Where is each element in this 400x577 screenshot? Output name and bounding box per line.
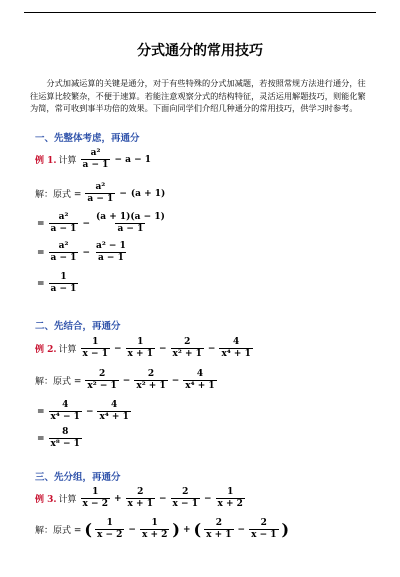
solution-label: 解：原式 = — [35, 526, 82, 536]
example-label: 例 1. — [35, 156, 57, 166]
example-label: 例 3. — [35, 495, 57, 505]
example-1-answer: = $\frac{1}{a - 1}$ — [37, 272, 77, 294]
calc-label: 计算 — [58, 156, 77, 166]
example-3-step-1: 解：原式 = ( $\frac{1}{x - 2}$ − $\frac{1}{x + 2}$ ) + ( $\frac{2}{x + 1}$ − $\frac{2}{x - 1}$ ) — [35, 518, 290, 540]
example-2-step-1: 解：原式 = $\frac{2}{\text{x² − 1}}$ − $\frac{2}{\text{x² + 1}}$ − $\frac{4}{\text{x⁴ + 1}}$ — [35, 369, 215, 391]
fraction: $\frac{1}{x - 2}$ — [96, 518, 123, 540]
example-3-problem: 例 3. 计算 $\frac{1}{x - 2}$ + $\frac{2}{x + 1}$ − $\frac{2}{x - 1}$ − $\frac{1}{x + 2}$ — [35, 487, 243, 509]
fraction: $\frac{2}{x + 1}$ — [127, 487, 153, 509]
section-heading-1: 一、先整体考虑，再通分 — [35, 133, 140, 144]
fraction: $\frac{1}{x + 2}$ — [141, 518, 168, 540]
calc-label: 计算 — [58, 495, 77, 505]
fraction: $\frac{\text{a² − 1}}{a - 1}$ — [96, 241, 126, 263]
fraction: $\frac{4}{\text{x⁴ − 1}}$ — [50, 400, 80, 422]
example-label: 例 2. — [35, 345, 57, 355]
section-heading-3: 三、先分组，再通分 — [35, 472, 121, 483]
fraction: $\frac{2}{\text{x² − 1}}$ — [87, 369, 117, 391]
example-1-step-1: 解：原式 = $\frac{\text{a²}}{a - 1}$ − (a + 1) — [35, 182, 166, 204]
fraction: $\frac{8}{\text{x⁸ − 1}}$ — [50, 427, 80, 449]
solution-label: 解：原式 = — [35, 190, 82, 200]
fraction: $\frac{2}{x - 1}$ — [172, 487, 198, 509]
fraction: $\frac{2}{x + 1}$ — [206, 518, 232, 540]
intro-paragraph: 分式加减运算的关键是通分，对于有些特殊的分式加减题，若按照常规方法进行通分，往往运算比较繁杂，不便于速算。若能注意观察分式的结构特征，灵活运用解题技巧，则能化繁为简，常可收到事半功倍的效果。下面向同学们介绍几种通分的常用技巧，供学习时参考。 — [30, 78, 366, 114]
example-2-step-2: = $\frac{4}{\text{x⁴ − 1}}$ − $\frac{4}{\text{x⁴ + 1}}$ — [37, 400, 129, 422]
fraction: $\frac{1}{x - 2}$ — [82, 487, 108, 509]
section-heading-2: 二、先结合，再通分 — [35, 321, 121, 332]
solution-label: 解：原式 = — [35, 377, 82, 387]
fraction: $\frac{2}{\text{x² + 1}}$ — [172, 337, 202, 359]
fraction: $\frac{\text{a²}}{a - 1}$ — [87, 182, 114, 204]
fraction: $\frac{\text{a²}}{a - 1}$ — [82, 148, 109, 170]
fraction: $\frac{2}{\text{x² + 1}}$ — [136, 369, 166, 391]
example-1-problem — [35, 148, 153, 171]
top-rule — [24, 12, 376, 13]
calc-label: 计算 — [58, 345, 77, 355]
expr-tail: − a − 1 — [114, 154, 152, 165]
fraction: $\frac{1}{x + 1}$ — [127, 337, 153, 359]
fraction: $\frac{2}{x - 1}$ — [251, 518, 277, 540]
example-1-step-2: = $\frac{\text{a²}}{a - 1}$ − $\frac{(a + 1)(a - 1)}{a - 1}$ — [37, 212, 165, 234]
fraction: $\frac{4}{\text{x⁴ + 1}}$ — [99, 400, 129, 422]
example-1-step-3: = $\frac{\text{a²}}{a - 1}$ − $\frac{\text{a² − 1}}{a - 1}$ — [37, 241, 126, 263]
example-2-problem: 例 2. 计算 $\frac{1}{x - 1}$ − $\frac{1}{x + 1}$ − $\frac{2}{\text{x² + 1}}$ − $\frac{4}{\text{x⁴ + 1}}$ — [35, 337, 251, 359]
fraction: $\frac{4}{\text{x⁴ + 1}}$ — [185, 369, 215, 391]
fraction: $\frac{1}{x + 2}$ — [217, 487, 243, 509]
fraction: $\frac{\text{a²}}{a - 1}$ — [50, 212, 77, 234]
page-title: 分式通分的常用技巧 — [137, 43, 263, 59]
term: (a + 1) — [130, 188, 166, 199]
fraction: $\frac{(a + 1)(a - 1)}{a - 1}$ — [96, 212, 165, 234]
example-2-answer: = $\frac{8}{\text{x⁸ − 1}}$ — [37, 427, 80, 449]
fraction: $\frac{1}{a - 1}$ — [50, 272, 77, 294]
fraction: $\frac{4}{\text{x⁴ + 1}}$ — [221, 337, 251, 359]
fraction: $\frac{1}{x - 1}$ — [82, 337, 108, 359]
fraction: $\frac{\text{a²}}{a - 1}$ — [50, 241, 77, 263]
